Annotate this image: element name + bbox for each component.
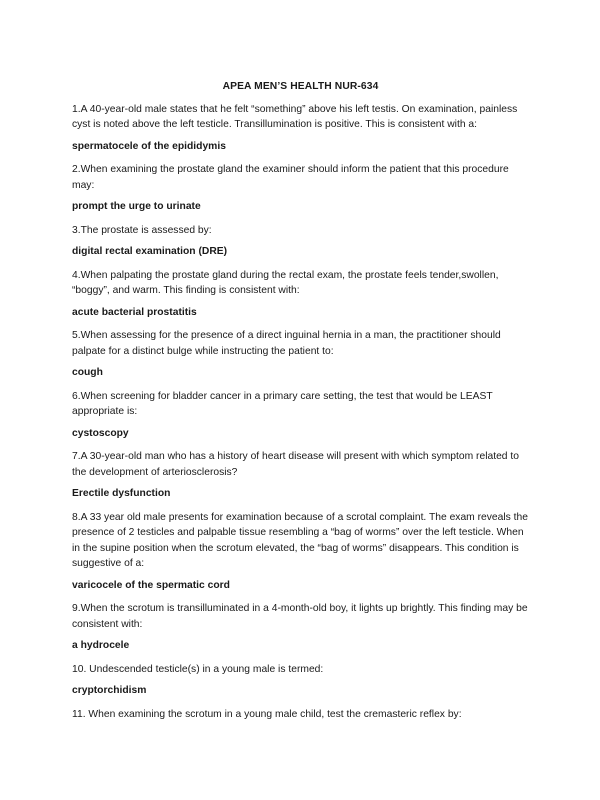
answer-text: varicocele of the spermatic cord — [72, 579, 230, 591]
document-title: APEA MEN’S HEALTH NUR-634 — [222, 81, 379, 92]
answer-text: cough — [72, 367, 103, 378]
qa-item-3 — [72, 223, 529, 260]
answer-text: cystoscopy — [72, 427, 129, 439]
qa-item-5 — [72, 328, 529, 381]
question-text: 5.When assessing for the presence of a direct inguinal hernia in a man, the practitioner should palpate for a distinct bulge while instructing the patient to: — [72, 330, 501, 357]
question-text: 7.A 30-year-old man who has a history of heart disease will present with which symptom related to the development of arteriosclerosis? — [72, 451, 519, 478]
qa-item-10 — [72, 662, 529, 699]
question-text: 9.When the scrotum is transilluminated in a 4-month-old boy, it lights up brightly. This finding may be consistent with: — [72, 603, 528, 630]
question-text: 10. Undescended testicle(s) in a young male is termed: — [72, 663, 324, 675]
question-text: 1.A 40-year-old male states that he felt “something” above his left testis. On examination, painless cyst is noted above the left testicle. Transillumination is positive. This is consistent with a: — [72, 103, 518, 130]
question-text: 8.A 33 year old male presents for examination because of a scrotal complaint. The exam reveals the presence of 2 testicles and palpable tissue resembling a “bag of worms” over the left testicle. When in the supine position when the scrotum elevated, the “bag of worms” disappears. This condition is suggestive of a: — [72, 511, 528, 569]
qa-item-7 — [72, 449, 529, 502]
question-text: 6.When screening for bladder cancer in a primary care setting, the test that would be LEAST appropriate is: — [72, 390, 493, 417]
answer-text: prompt the urge to urinate — [72, 201, 201, 212]
qa-item-11 — [72, 707, 529, 723]
answer-text: digital rectal examination (DRE) — [72, 246, 228, 257]
qa-item-4 — [72, 268, 529, 321]
question-text: 11. When examining the scrotum in a young male child, test the cremasteric reflex by: — [72, 708, 462, 720]
qa-item-6 — [72, 389, 529, 442]
answer-text: acute bacterial prostatitis — [72, 306, 197, 318]
question-text: 4.When palpating the prostate gland during the rectal exam, the prostate feels tender,swollen, “boggy”, and warm. This finding is consistent with: — [72, 269, 499, 296]
qa-item-9 — [72, 601, 529, 654]
qa-item-2 — [72, 162, 529, 215]
question-text: 2.When examining the prostate gland the examiner should inform the patient that this procedure may: — [72, 164, 509, 191]
answer-text: Erectile dysfunction — [72, 488, 171, 499]
qa-item-1 — [72, 102, 529, 155]
question-text: 3.The prostate is assessed by: — [72, 224, 212, 236]
answer-text: a hydrocele — [72, 640, 130, 651]
qa-item-8 — [72, 510, 529, 594]
answer-text: spermatocele of the epididymis — [72, 140, 226, 152]
answer-text: cryptorchidism — [72, 685, 147, 696]
